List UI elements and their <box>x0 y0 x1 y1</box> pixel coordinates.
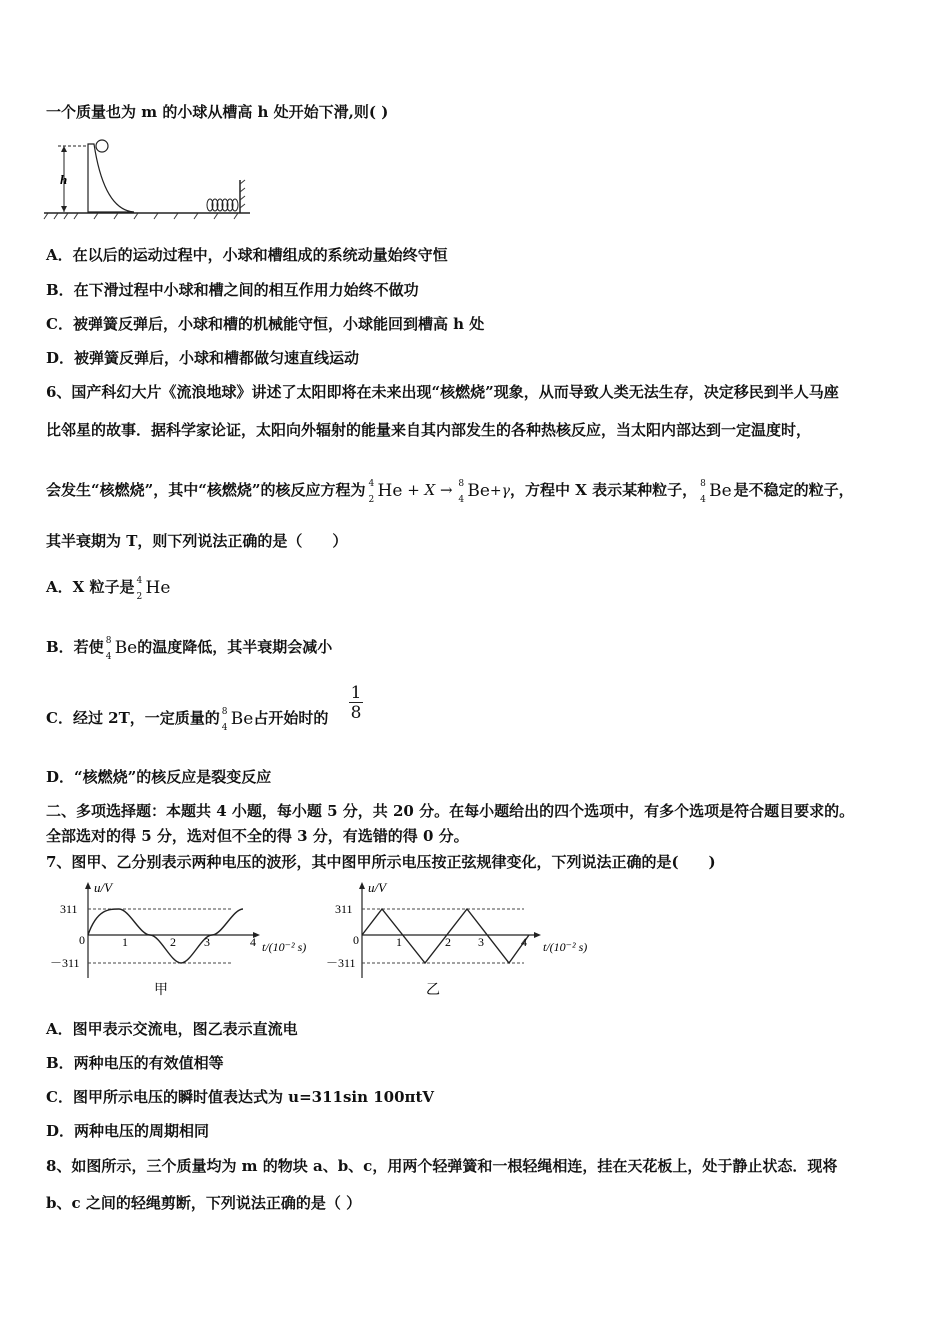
yi-tick-4: 4 <box>521 935 527 949</box>
q5-stem: 一个质量也为 m 的小球从槽高 h 处开始下滑,则( ) <box>46 103 389 121</box>
q5-figure <box>44 138 254 220</box>
yi-tick-3: 3 <box>478 935 484 949</box>
q6-option-a: A．X 粒子是 4 2 He <box>46 576 171 602</box>
yi-origin: 0 <box>353 933 359 947</box>
q6-option-c: C．经过 2T，一定质量的 8 4 Be占开始时的 <box>46 707 329 733</box>
q8-line-1: 8、如图所示，三个质量均为 m 的物块 a、b、c，用两个轻弹簧和一根轻绳相连，挂在天花板上，处于静止状态．现将 <box>46 1157 838 1175</box>
nuclear-equation: 4 2 He + X → 8 4 Be+γ <box>368 479 510 505</box>
spring <box>207 199 238 211</box>
ball <box>96 140 108 152</box>
q5-option-d: D．被弹簧反弹后，小球和槽都做匀速直线运动 <box>46 349 360 367</box>
jia-tick-2: 2 <box>170 935 176 949</box>
q6-line-1: 6、国产科幻大片《流浪地球》讲述了太阳即将在未来出现“核燃烧”现象，从而导致人类无法生存，决定移民到半人马座 <box>46 383 839 401</box>
jia-caption: 甲 <box>154 983 168 998</box>
yi-caption: 乙 <box>426 983 440 998</box>
q6-line-2: 比邻星的故事．据科学家论证，太阳向外辐射的能量来自其内部发生的各种热核反应，当太阳内部达到一定温度时， <box>46 421 812 439</box>
section2-line-1: 二、多项选择题：本题共 4 小题，每小题 5 分，共 20 分。在每小题给出的四个选项中，有多个选项是符合题目要求的。 <box>46 802 855 820</box>
q5-option-a: A．在以后的运动过程中，小球和槽组成的系统动量始终守恒 <box>46 246 448 264</box>
jia-tick-1: 1 <box>122 935 128 949</box>
q6-line-4: 其半衰期为 T，则下列说法正确的是（ ） <box>46 532 348 550</box>
q7-option-b: B．两种电压的有效值相等 <box>46 1054 224 1072</box>
yi-tick-1: 1 <box>396 935 402 949</box>
jia-origin: 0 <box>79 933 85 947</box>
q5-option-c: C．被弹簧反弹后，小球和槽的机械能守恒，小球能回到槽高 h 处 <box>46 315 485 333</box>
jia-tick-3: 3 <box>204 935 210 949</box>
q7-option-d: D．两种电压的周期相同 <box>46 1122 210 1140</box>
jia-ylabel: u/V <box>94 880 113 895</box>
q7-graph-yi <box>326 878 608 998</box>
fraction-one-eighth: $\frac{1}{8}$ <box>350 683 362 723</box>
q5-h-label: h <box>60 172 68 187</box>
jia-tick-4: 4 <box>250 935 256 949</box>
q6-option-b: B．若使 8 4 Be的温度降低，其半衰期会减小 <box>46 636 333 662</box>
yi-xlabel: t/(10⁻² s) <box>543 940 588 954</box>
q7-stem: 7、图甲、乙分别表示两种电压的波形，其中图甲所示电压按正弦规律变化，下列说法正确的是( ) <box>46 853 716 871</box>
jia-ymax: 311 <box>60 902 78 916</box>
q6-line-3: 会发生“核燃烧”，其中“核燃烧”的核反应方程为 4 2 He + X → 8 4 Be+γ，方程中 X 表示某种粒子， 8 4 Be 是不稳定的粒子， <box>46 479 854 505</box>
yi-ymax: 311 <box>335 902 353 916</box>
q5-option-b: B．在下滑过程中小球和槽之间的相互作用力始终不做功 <box>46 281 419 299</box>
q8-line-2: b、c 之间的轻绳剪断，下列说法正确的是（ ） <box>46 1194 362 1212</box>
section2-line-2: 全部选对的得 5 分，选对但不全的得 3 分，有选错的得 0 分。 <box>46 827 469 845</box>
q7-graph-jia <box>46 878 322 998</box>
q7-option-c: C．图甲所示电压的瞬时值表达式为 u=311sin 100πtV <box>46 1088 435 1106</box>
jia-xlabel: t/(10⁻² s) <box>262 940 307 954</box>
yi-ylabel: u/V <box>368 880 387 895</box>
yi-ymin: －311 <box>326 956 356 970</box>
sine-wave <box>88 909 243 963</box>
q7-option-a: A．图甲表示交流电，图乙表示直流电 <box>46 1020 298 1038</box>
yi-tick-2: 2 <box>445 935 451 949</box>
jia-ymin: －311 <box>50 956 80 970</box>
q6-option-d: D．“核燃烧”的核反应是裂变反应 <box>46 768 272 786</box>
